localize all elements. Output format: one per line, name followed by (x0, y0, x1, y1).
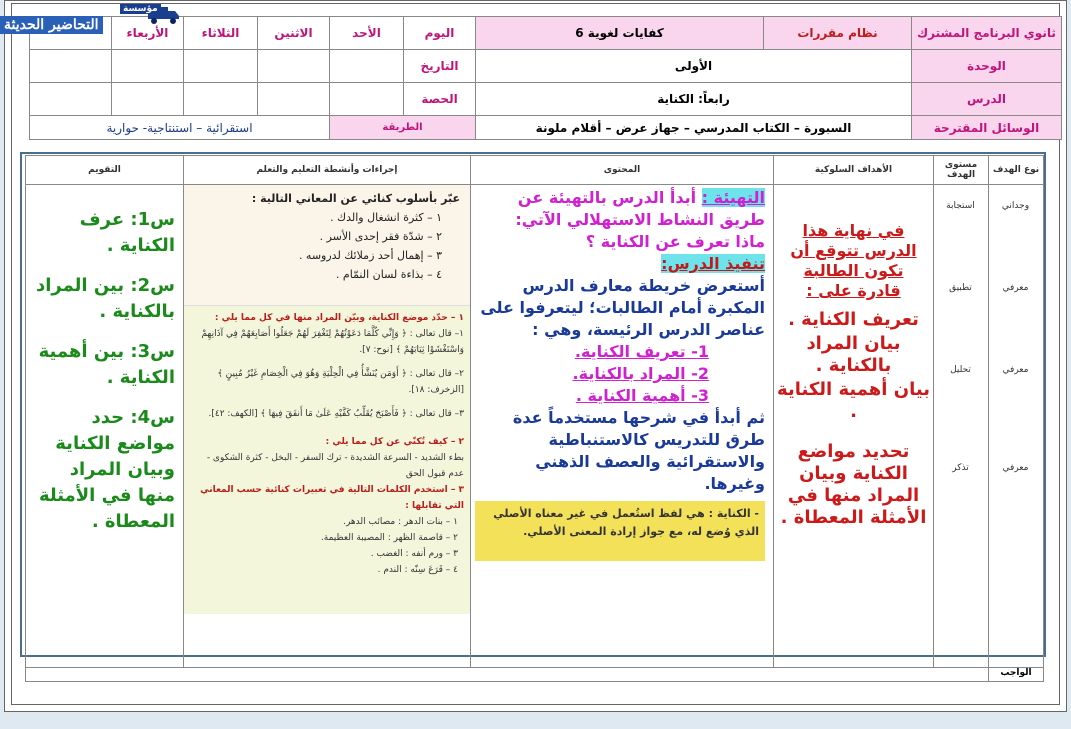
col-goal-type: نوع الهدف (989, 156, 1044, 185)
procedures-cell (184, 185, 471, 668)
exercise-2 (184, 306, 470, 614)
period-cell (30, 83, 112, 116)
date-cell (112, 50, 184, 83)
period-cell (258, 83, 330, 116)
method-value: استقرائية – استنتاجية- حوارية (30, 116, 330, 140)
exercise-2-line: ٣ – ورم أنفه : الغضب . (370, 549, 458, 559)
content-point: 2- المراد بالكناية. (572, 364, 709, 383)
evaluation-question: س3: بين أهمية الكناية . (38, 341, 175, 388)
exercise-1-title: عبّر بأسلوب كنائي عن المعاني التالية : (251, 192, 460, 205)
objective-item: بيان أهمية الكناية . (777, 379, 930, 422)
goal-level-item: استجابة (946, 201, 975, 211)
homework-cell (26, 668, 989, 682)
exercise-2-q2: ٢ – كيف تُكنّي عن كل مما يلي : (325, 437, 464, 447)
date-label: التاريخ (404, 50, 476, 83)
day-tuesday: الثلاثاء (184, 17, 258, 50)
goal-type-item: معرفي (1002, 283, 1029, 293)
day-label: اليوم (404, 17, 476, 50)
content-point: 3- أهمية الكناية . (575, 386, 709, 405)
col-evaluation: التقويم (26, 156, 184, 185)
objective-item: بيان المراد بالكناية . (806, 333, 901, 376)
objective-item: تعريف الكناية . (788, 309, 919, 330)
exercise-1-item: ٤ – بذاءة لسان النمّام . (335, 268, 442, 281)
exercise-2-line: ٣– قال تعالى : ﴿ فَأَصْبَحَ يُقَلِّبُ كَفَّيْهِ عَلَىٰ مَا أَنفَقَ فِيهَا ﴾ [الكهف: ٤٢]. (208, 409, 464, 419)
exercise-2-q1: ١ – حدّد موضع الكناية، وبيّن المراد منها في كل مما يلي : (214, 313, 464, 323)
period-cell (330, 83, 404, 116)
exercise-2-line: ٢ – قاصمة الظهر : المصيبة العظيمة. (320, 533, 458, 543)
goal-type-item: معرفي (1002, 463, 1029, 473)
logo-small-text: مؤسسة (120, 4, 161, 14)
exercise-1 (184, 185, 470, 306)
content-cell (471, 185, 774, 668)
exercise-1-item: ٣ – إهمال أحد زملائك لدروسه . (298, 249, 442, 262)
goal-level-item: تحليل (950, 365, 971, 375)
warmup-question: ماذا تعرف عن الكناية ؟ (585, 232, 765, 251)
logo-text: التحاضير الحديثة (0, 16, 103, 34)
period-label: الحصة (404, 83, 476, 116)
date-cell (184, 50, 258, 83)
objectives-cell (774, 185, 934, 668)
evaluation-question: س2: بين المراد بالكناية . (35, 275, 175, 322)
warmup-text: أبدأ الدرس بالتهيئة عن طريق النشاط الاستهلالي الآتي: (515, 188, 765, 229)
goal-type-cell (989, 185, 1044, 668)
col-procedures: إجراءات وأنشطة التعليم والتعلم (184, 156, 471, 185)
evaluation-cell (26, 185, 184, 668)
system-cell: نظام مقررات (764, 17, 912, 50)
program-cell: ثانوي البرنامج المشترك (912, 17, 1062, 50)
logo (0, 4, 182, 42)
day-sunday: الأحد (330, 17, 404, 50)
exercise-1-item: ٢ – شدّة فقر إحدى الأسر . (319, 230, 442, 243)
evaluation-question: س1: عرف الكناية . (79, 209, 175, 256)
exercise-1-item: ١ – كثرة انشغال والدك . (330, 211, 442, 224)
unit-value: الأولى (476, 50, 912, 83)
lesson-label: الدرس (912, 83, 1062, 116)
period-cell (112, 83, 184, 116)
evaluation-question: س4: حدد مواضع الكناية وبيان المراد منها في الأمثلة المعطاة . (39, 407, 175, 532)
header-table (29, 16, 1062, 140)
exercise-2-q3: ٣ – استخدم الكلمات التالية في تعبيرات كنائية حسب المعاني التي تقابلها : (200, 485, 464, 511)
content-point: 1- تعريف الكناية. (574, 342, 709, 361)
unit-label: الوحدة (912, 50, 1062, 83)
col-objectives: الأهداف السلوكية (774, 156, 934, 185)
definition-box: - الكناية : هي لفظ استُعمل في غير معناه الأصلي الذي وُضع له، مع جواز إرادة المعنى الأصلي. (475, 501, 765, 561)
aids-value: السبورة – الكتاب المدرسي – جهاز عرض – أقلام ملونة (476, 116, 912, 140)
day-wednesday: الأربعاء (112, 17, 184, 50)
date-cell (30, 50, 112, 83)
col-content: المحتوى (471, 156, 774, 185)
goal-level-item: تطبيق (949, 283, 972, 293)
methods-text: ثم أبدأ في شرحها مستخدماً عدة طرق للتدريس كالاستنباطية والاستقرائية والعصف الذهني وغيرها. (512, 408, 765, 493)
exercise-2-line: ١– قال تعالى : ﴿ وَإِنِّي كُلَّمَا دَعَوْتُهُمْ لِتَغْفِرَ لَهُمْ جَعَلُوا أَصَابِعَهُمْ فِي آذَانِهِمْ وَاسْتَغْشَوْا ثِيَابَهُمْ ﴾ [نوح: ٧]. (201, 329, 464, 355)
lesson-value: رابعاً: الكناية (476, 83, 912, 116)
goal-type-item: معرفي (1002, 365, 1029, 375)
exercise-2-line: ٢– قال تعالى : ﴿ أَوَمَن يُنَشَّأُ فِي الْحِلْيَةِ وَهُوَ فِي الْخِصَامِ غَيْرُ مُبِينٍ ﴾ [الزخرف: ١٨]. (217, 369, 464, 395)
plan-table (25, 155, 1044, 682)
exec-label: تنفيذ الدرس: (661, 254, 765, 273)
goal-type-item: وجداني (1001, 201, 1030, 211)
col-goal-level: مستوى الهدف (934, 156, 989, 185)
exercise-2-line: ٤ – قَرَعَ سِنّه : الندم . (377, 565, 458, 575)
course-cell: كفايات لغوية 6 (476, 17, 764, 50)
method-label: الطريقة (330, 116, 476, 140)
day-monday: الاثنين (258, 17, 330, 50)
goal-level-item: تذكر (952, 463, 969, 473)
exercise-2-line: ١ – بنات الدهر : مصائب الدهر. (343, 517, 458, 527)
exec-text: أستعرض خريطة معارف الدرس المكبرة أمام الطالبات؛ ليتعرفوا على عناصر الدرس الرئيسة، وهي : (480, 276, 765, 339)
warmup-label: التهيئة : (701, 188, 765, 207)
homework-label: الواجب (989, 668, 1044, 682)
aids-label: الوسائل المقترحة (912, 116, 1062, 140)
objective-item: تحديد مواضع الكناية وبيان المراد منها في الأمثلة المعطاة . (780, 441, 927, 528)
goal-level-cell (934, 185, 989, 668)
date-cell (258, 50, 330, 83)
exercise-2-line: بطء الشديد - السرعة الشديدة - ترك السفر - البخل - كثرة الشكوى - عدم قبول الحق (206, 453, 464, 479)
date-cell (330, 50, 404, 83)
objectives-intro: في نهاية هذا الدرس تتوقع أن تكون الطالبة قادرة على : (790, 221, 917, 300)
period-cell (184, 83, 258, 116)
